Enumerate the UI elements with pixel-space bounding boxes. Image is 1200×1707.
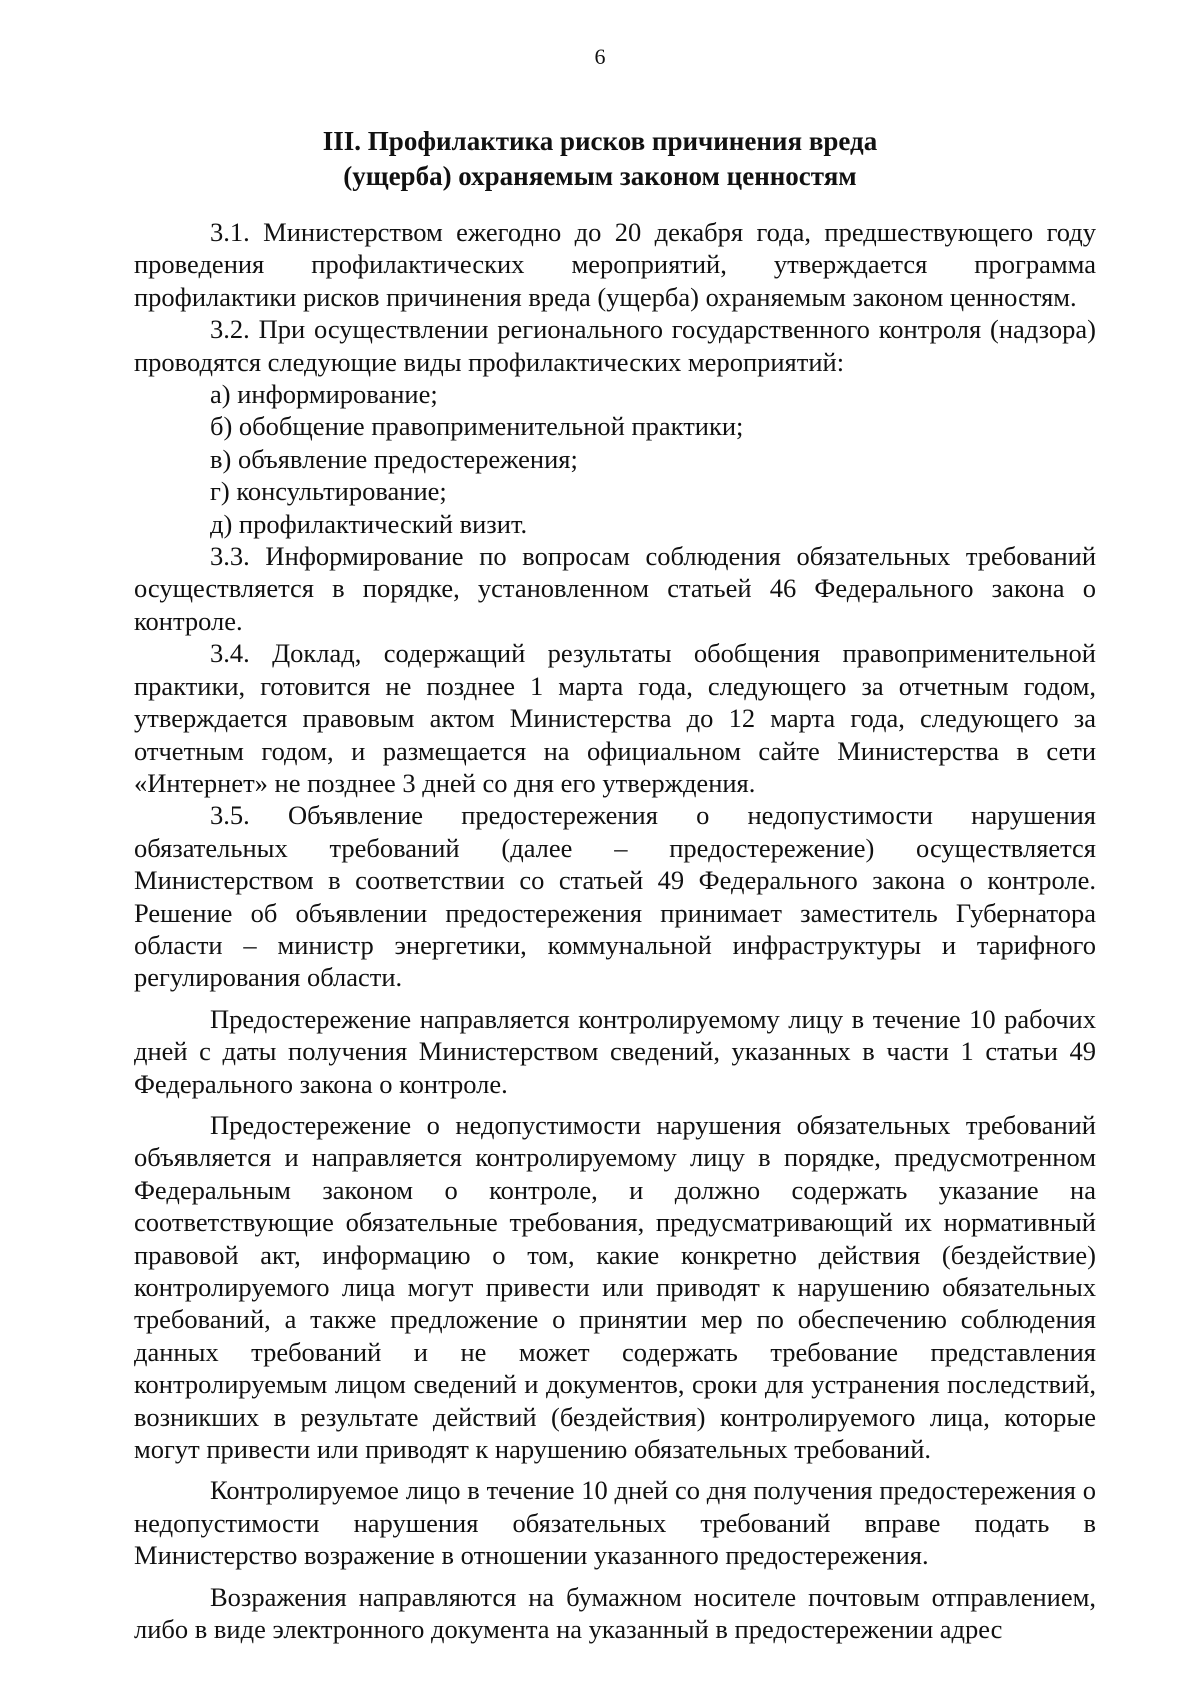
section-heading — [0, 124, 1200, 194]
paragraph-objection-right: Контролируемое лицо в течение 10 дней со дня получения предостережения о недопустимости нарушения обязательных требований вправе подать в Министерство возражение в отношении указанного предостережения. — [134, 1475, 1096, 1571]
list-item-e: д) профилактический визит. — [210, 508, 528, 539]
paragraph-3-1: 3.1. Министерством ежегодно до 20 декабря года, предшествующего году проведения профилактических мероприятий, утверждается программа профилактики рисков причинения вреда (ущерба) охраняемым законом ценностям. — [134, 217, 1096, 312]
paragraph-objection-delivery: Возражения направляются на бумажном носителе почтовым отправлением, либо в виде электронного документа на указанный в предостережении адрес — [134, 1581, 1096, 1645]
paragraph-3-3: 3.3. Информирование по вопросам соблюдения обязательных требований осуществляется в порядке, установленном статьей 46 Федерального закона о контроле. — [134, 541, 1096, 636]
paragraph-3-5: 3.5. Объявление предостережения о недопустимости нарушения обязательных требований (далее – предостережение) осуществляется Министерством в соответствии со статьей 49 Федерального закона о контроле. Решение об объявлении предостережения принимает заместитель Губернатора области – министр энергетики, коммунальной инфраструктуры и тарифного регулирования области. — [134, 800, 1096, 993]
list-item-b: б) обобщение правоприменительной практики; — [210, 411, 744, 442]
paragraph-warning-delivery: Предостережение направляется контролируемому лицу в течение 10 рабочих дней с даты получения Министерством сведений, указанных в части 1 статьи 49 Федерального закона о контроле. — [134, 1003, 1096, 1099]
document-body — [134, 216, 1096, 1645]
section-heading-line-2: (ущерба) охраняемым законом ценностям — [343, 161, 857, 191]
paragraph-3-4: 3.4. Доклад, содержащий результаты обобщения правоприменительной практики, готовится не позднее 1 марта года, следующего за отчетным годом, утверждается правовым актом Министерства до 12 марта года, следующего за отчетным годом, и размещается на официальном сайте Министерства в сети «Интернет» не позднее 3 дней со дня его утверждения. — [134, 638, 1096, 798]
list-item-c: в) объявление предостережения; — [210, 443, 578, 474]
section-heading-line-1: III. Профилактика рисков причинения вреда — [322, 126, 878, 156]
list-item-d: г) консультирование; — [210, 476, 447, 507]
paragraph-3-2: 3.2. При осуществлении регионального государственного контроля (надзора) проводятся следующие виды профилактических мероприятий: — [134, 314, 1096, 377]
list-item-a: а) информирование; — [210, 379, 438, 410]
page-number: 6 — [594, 44, 606, 69]
paragraph-warning-content: Предостережение о недопустимости нарушения обязательных требований объявляется и направляется контролируемому лицу в порядке, предусмотренном Федеральным законом о контроле, и должно содержать указание на соответствующие обязательные требования, предусматривающий их нормативный правовой акт, информацию о том, какие конкретно действия (бездействие) контролируемого лица могут привести или приводят к нарушению обязательных требований, а также предложение о принятии мер по обеспечению соблюдения данных требований и не может содержать требование представления контролируемым лицом сведений и документов, сроки для устранения последствий, возникших в результате действий (бездействия) контролируемого лица, которые могут привести или приводят к нарушению обязательных требований. — [134, 1109, 1096, 1465]
